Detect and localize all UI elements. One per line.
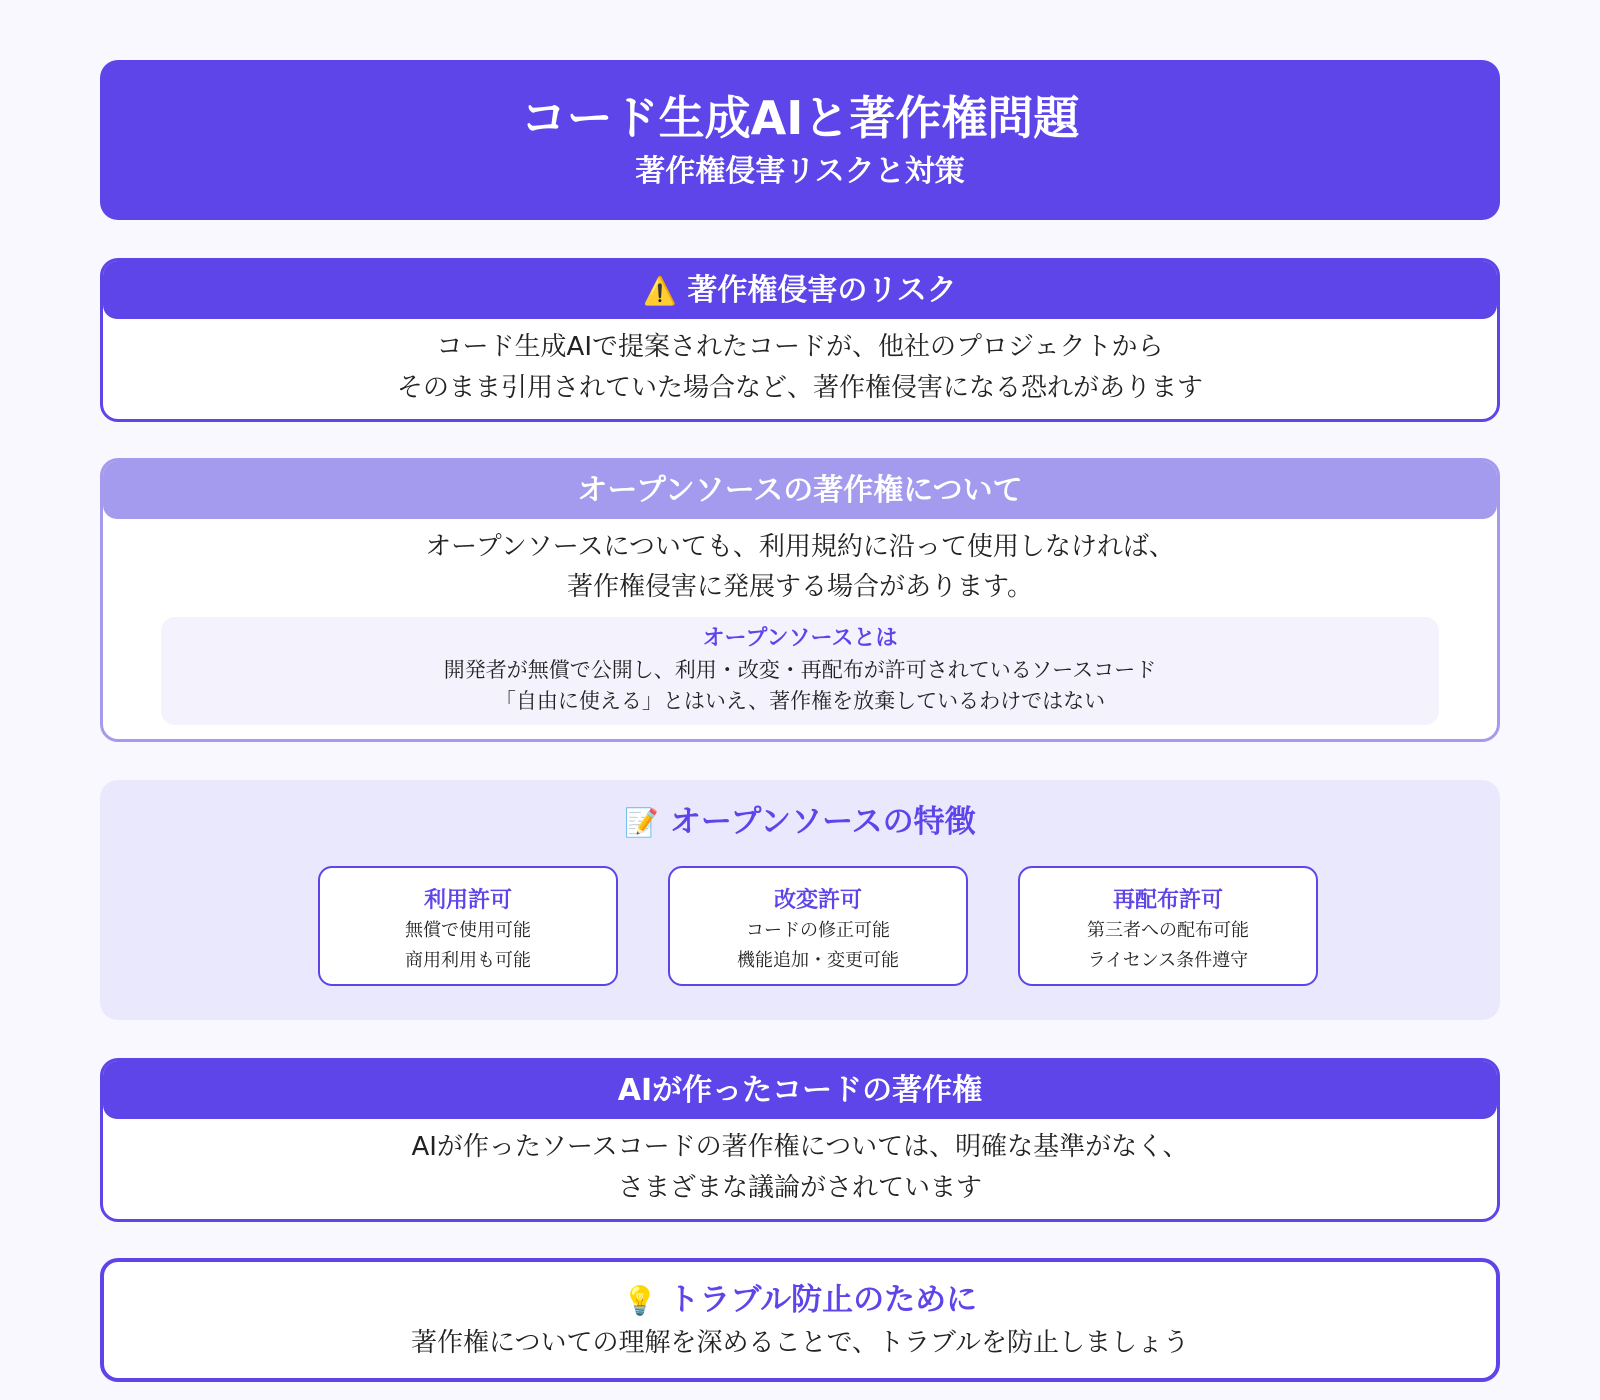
feature-line: ライセンス条件遵守	[1087, 950, 1249, 971]
opensource-card-body	[103, 519, 1497, 607]
risk-line: コード生成AIで提案されたコードが、他社のプロジェクトから	[436, 332, 1164, 362]
ai-copyright-heading: AIが作ったコードの著作権	[617, 1073, 983, 1108]
risk-card-body	[103, 319, 1497, 409]
header-banner	[100, 60, 1500, 220]
features-panel	[100, 780, 1500, 1020]
lightbulb-icon: 💡	[622, 1284, 658, 1317]
ai-copyright-card-body	[103, 1119, 1497, 1209]
opensource-card-header	[103, 461, 1497, 519]
feature-box-redistribute	[1018, 866, 1318, 986]
ai-copyright-line: AIが作ったソースコードの著作権については、明確な基準がなく、	[411, 1132, 1189, 1162]
opensource-line: オープンソースについても、利用規約に沿って使用しなければ、	[425, 532, 1175, 562]
page-title: コード生成AIと著作権問題	[520, 91, 1080, 145]
page-subtitle: 著作権侵害リスクと対策	[635, 154, 965, 189]
feature-line: 無償で使用可能	[405, 920, 531, 941]
feature-title: 改変許可	[773, 888, 862, 913]
definition-line: 「自由に使える」とはいえ、著作権を放棄しているわけではない	[494, 689, 1106, 713]
tip-heading: トラブル防止のために	[668, 1282, 978, 1318]
definition-title: オープンソースとは	[702, 626, 898, 651]
feature-line: 機能追加・変更可能	[737, 950, 899, 971]
memo-icon: 📝	[624, 806, 660, 839]
ai-copyright-line: さまざまな議論がされています	[617, 1173, 982, 1203]
risk-heading: 著作権侵害のリスク	[687, 273, 957, 308]
ai-copyright-card	[100, 1058, 1500, 1222]
risk-card	[100, 258, 1500, 422]
tip-heading-row	[104, 1278, 1496, 1323]
feature-line: 商用利用も可能	[405, 950, 531, 971]
ai-copyright-card-header	[103, 1061, 1497, 1119]
feature-title: 利用許可	[423, 888, 512, 913]
definition-line: 開発者が無償で公開し、利用・改変・再配布が許可されているソースコード	[443, 658, 1157, 682]
feature-box-use	[318, 866, 618, 986]
feature-box-modify	[668, 866, 968, 986]
opensource-line: 著作権侵害に発展する場合があります。	[567, 572, 1033, 602]
risk-line: そのまま引用されていた場合など、著作権侵害になる恐れがあります	[396, 373, 1203, 403]
warning-icon: ⚠️	[643, 276, 677, 307]
features-heading: オープンソースの特徴	[669, 804, 976, 840]
opensource-heading: オープンソースの著作権について	[577, 473, 1023, 508]
tip-card	[100, 1258, 1500, 1382]
feature-line: コードの修正可能	[746, 920, 890, 941]
opensource-card	[100, 458, 1500, 742]
features-heading-row	[100, 802, 1500, 843]
tip-body: 著作権についての理解を深めることで、トラブルを防止しましょう	[411, 1328, 1189, 1358]
feature-line: 第三者への配布可能	[1087, 920, 1249, 941]
risk-card-header	[103, 261, 1497, 319]
feature-title: 再配布許可	[1112, 888, 1223, 913]
opensource-definition-box	[161, 617, 1439, 725]
